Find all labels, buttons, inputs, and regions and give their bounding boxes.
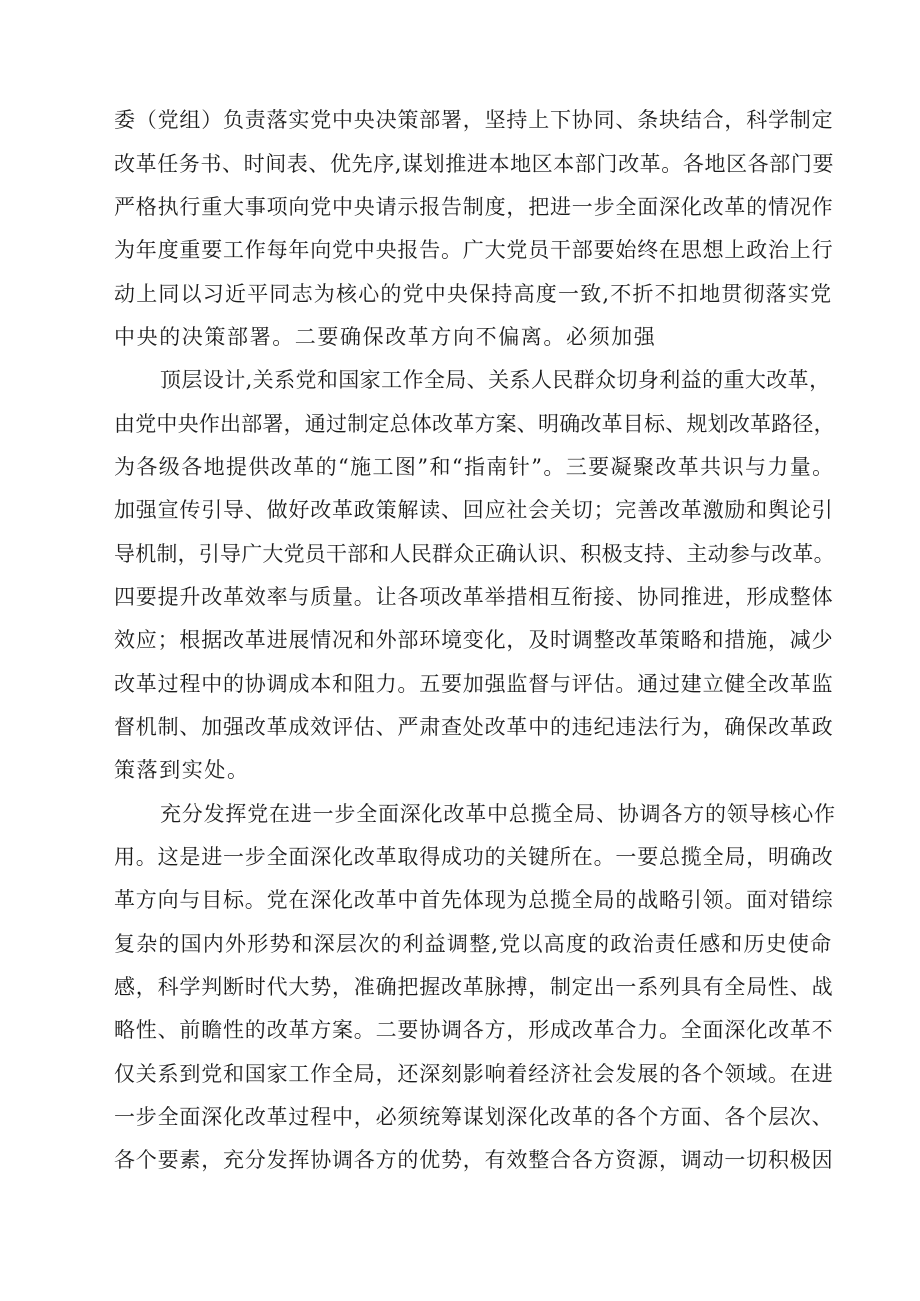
text-line: 四要提升改革效率与质量。让各项改革举措相互衔接、协同推进，形成整体 — [114, 585, 834, 609]
text-line: 一步全面深化改革过程中，必须统筹谋划深化改革的各个方面、各个层次、 — [114, 1105, 834, 1129]
text-line: 导机制，引导广大党员干部和人民群众正确认识、积极支持、主动参与改革。 — [114, 542, 835, 566]
text-line: 为各级各地提供改革的“施工图”和“指南针”。三要凝聚改革共识与力量。 — [114, 455, 835, 479]
text-line: 委（党组）负责落实党中央决策部署，坚持上下协同、条块结合，科学制定 — [114, 108, 834, 132]
text-line: 严格执行重大事项向党中央请示报告制度，把进一步全面深化改革的情况作 — [114, 195, 834, 219]
text-line: 用。这是进一步全面深化改革取得成功的关键所在。一要总揽全局，明确改 — [114, 845, 834, 869]
text-line: 策落到实处。 — [114, 758, 250, 782]
text-line: 仅关系到党和国家工作全局，还深刻影响着经济社会发展的各个领域。在进 — [114, 1062, 834, 1086]
text-line: 略性、前瞻性的改革方案。二要协调各方，形成改革合力。全面深化改革不 — [114, 1018, 834, 1042]
text-line: 为年度重要工作每年向党中央报告。广大党员干部要始终在思想上政治上行 — [114, 238, 834, 262]
text-line: 顶层设计,关系党和国家工作全局、关系人民群众切身利益的重大改革， — [160, 368, 831, 392]
text-line: 效应；根据改革进展情况和外部环境变化，及时调整改革策略和措施，减少 — [114, 628, 834, 652]
text-line: 动上同以习近平同志为核心的党中央保持高度一致,不折不扣地贯彻落实党 — [114, 282, 833, 306]
text-line: 改革过程中的协调成本和阻力。五要加强监督与评估。通过建立健全改革监 — [114, 672, 834, 696]
text-line: 督机制、加强改革成效评估、严肃查处改革中的违纪违法行为，确保改革政 — [114, 715, 834, 739]
text-line: 改革任务书、时间表、优先序,谋划推进本地区本部门改革。各地区各部门要 — [114, 152, 835, 176]
text-line: 感，科学判断时代大势，准确把握改革脉搏，制定出一系列具有全局性、战 — [114, 975, 834, 999]
text-line: 各个要素，充分发挥协调各方的优势，有效整合各方资源，调动一切积极因 — [114, 1148, 834, 1172]
text-line: 加强宣传引导、做好改革政策解读、回应社会关切；完善改革激励和舆论引 — [114, 498, 834, 522]
text-line: 复杂的国内外形势和深层次的利益调整,党以高度的政治责任感和历史使命 — [114, 932, 833, 956]
text-line: 由党中央作出部署，通过制定总体改革方案、明确改革目标、规划改革路径， — [114, 412, 835, 436]
text-line: 革方向与目标。党在深化改革中首先体现为总揽全局的战略引领。面对错综 — [114, 888, 834, 912]
text-line: 充分发挥党在进一步全面深化改革中总揽全局、协调各方的领导核心作 — [160, 802, 836, 826]
text-line: 中央的决策部署。二要确保改革方向不偏离。必须加强 — [114, 325, 657, 349]
